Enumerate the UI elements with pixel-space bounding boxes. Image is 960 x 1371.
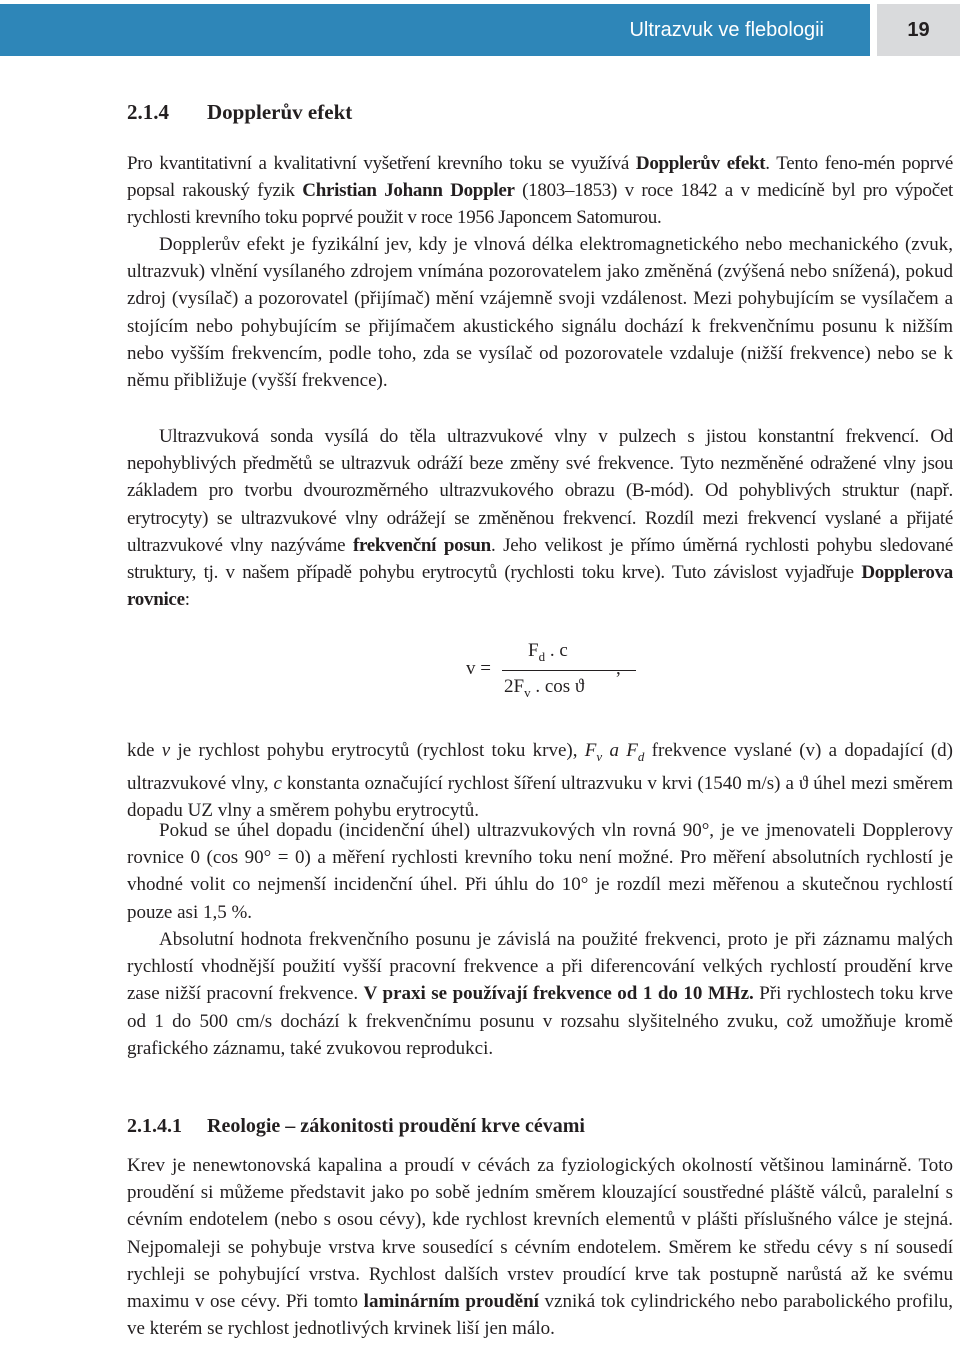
- equation-comma: ,: [616, 658, 621, 679]
- var-fv-sub: v: [596, 748, 603, 764]
- intro-text-1: Pro kvantitativní a kvalitativní vyšetření krevního toku se využívá: [127, 153, 636, 174]
- probe-bold-frequency-shift: frekvenční posun: [352, 534, 491, 556]
- section-heading: [127, 100, 352, 125]
- equation-numerator: [528, 640, 568, 665]
- paragraph-ultrasound-probe: [127, 423, 953, 613]
- page-number: 19: [877, 4, 960, 56]
- rheo-bold-laminar-flow: laminárním proudění: [363, 1291, 539, 1313]
- denominator-subscript: v: [524, 684, 531, 700]
- doppler-equation: [466, 636, 666, 716]
- var-v: v: [161, 740, 171, 761]
- equation-lhs: v =: [466, 658, 491, 679]
- probe-text-2: . Jeho velikost je přímo úměrná rychlosti pohybu sledované struktury, tj. v našem případě pohybu erytrocytů (rychlosti toku krve). Tuto závislost vyjadřuje: [127, 534, 953, 584]
- equation-denominator: [504, 676, 584, 701]
- var-text-3: frekvence vyslané (v) a dopadající (d) ultrazvukové vlny,: [127, 740, 953, 794]
- var-a: a: [602, 740, 627, 761]
- freq-text-1: Absolutní hodnota frekvenčního posunu je závislá na použité frekvenci, proto je při záznamu malých rychlostí vhodnější použití vyšší pracovní frekvence a při diferencování velkých rychlostí proudění krve zase nižší pracovní frekvence.: [127, 929, 953, 1005]
- var-text-2: je rychlost pohybu erytrocytů (rychlost toku krve),: [170, 740, 585, 761]
- intro-bold-doppler-effect: Dopplerův efekt: [635, 153, 766, 174]
- section-number: 2.1.4: [127, 100, 169, 124]
- probe-text-3: :: [184, 589, 190, 611]
- numerator-rest: . c: [549, 640, 568, 661]
- probe-text-1: Ultrazvuková sonda vysílá do těla ultrazvukové vlny v pulzech s jistou konstantní frekvencí. Od nepohyblivých předmětů se ultrazvuk odráží beze změny své frekvence. Tyto nezměněné odražené vlny jsou základem pro tvorbu dvourozměrného ultrazvukového obrazu (B-mód). Od pohyblivých struktur (např. erytrocyty) se ultrazvukové vlny odrážejí se změněnou frekvencí. Rozdíl mezi frekvencí vyslané a přijaté ultrazvukové vlny nazýváme: [127, 426, 953, 556]
- var-fv-symbol: F: [584, 740, 597, 761]
- paragraph-incidence-angle: Pokud se úhel dopadu (incidenční úhel) ultrazvukových vln rovná 90°, je ve jmenovateli Dopplerovy rovnice 0 (cos 90° = 0) a měření rychlosti krevního toku není možné. Pro měření absolutních rychlostí je vhodné volit co nejmenší incidenční úhel. Při úhlu do 10° je rozdíl mezi měřenou a skutečnou rychlostí pouze asi 1,5 %.: [127, 820, 953, 923]
- subsection-title: Reologie – zákonitosti proudění krve cévami: [207, 1115, 585, 1137]
- var-text-1: kde: [127, 740, 162, 761]
- rheo-text-2: vzniká tok cylindrického nebo parabolického profilu, ve kterém se rychlost jednotlivých krvinek liší jen málo.: [127, 1291, 953, 1340]
- numerator-symbol: F: [528, 640, 539, 661]
- paragraph-definition: Dopplerův efekt je fyzikální jev, kdy je vlnová délka elektromagnetického nebo mechanického (zvuk, ultrazvuk) vlnění vysílaného zdrojem vnímána pozorovatelem jako změněná (zvýšená nebo snížená), pokud zdroj (vysílač) a pozorovatel (přijímač) mění vzájemně svoji vzdálenost. Mezi pohybujícím se vysílačem a stojícím nebo pohybujícím se přijímačem akustického signálu dochází k frekvenčnímu posunu k nižším nebo vyšším frekvencím, podle toho, zda se vysílač od pozorovatele vzdaluje (nižší frekvence) nebo se k němu přibližuje (vyšší frekvence).: [127, 234, 953, 392]
- denominator-symbol: 2F: [504, 676, 525, 697]
- freq-text-2: Při rychlostech toku krve od 1 do 500 cm/s dochází k frekvenčnímu posunu v rozsahu slyšitelného zvuku, což umožňuje kromě grafického záznamu, také zvukovou reprodukci.: [127, 983, 954, 1059]
- var-fd-symbol: F: [626, 740, 638, 761]
- numerator-subscript: d: [538, 648, 546, 664]
- probe-bold-doppler-equation: Dopplerova rovnice: [127, 562, 953, 611]
- paragraph-frequency-choice: [127, 926, 953, 1062]
- denominator-rest: . cos ϑ: [535, 676, 585, 697]
- rheo-text-1: Krev je nenewtonovská kapalina a proudí v cévách za fyziologických okolností většinou laminárně. Toto proudění si můžeme představit jako po sobě jedním směrem klouzající soustředné pláště válců, paralelní s cévním endotelem (nebo s osou cévy), kde rychlost krevních elementů v plášti příslušného válce je stejná. Nejpomaleji se pohybuje vrstva krve sousedící s cévním endotelem. Směrem ke středu cévy s ní sousedí rychleji se pohybující vrstva. Rychlost dalších vrstev proudící krve tak postupně narůstá až ke svému maximu v ose cévy. Při tomto: [127, 1155, 953, 1313]
- var-c: c: [273, 773, 282, 794]
- var-fv: [584, 740, 645, 764]
- paragraph-rheology: [127, 1152, 953, 1342]
- paragraph-variables: [127, 737, 953, 824]
- paragraph-intro: [127, 150, 953, 232]
- freq-bold-practice: V praxi se používají frekvence od 1 do 10 MHz.: [363, 983, 754, 1005]
- var-text-4: konstanta označující rychlost šíření ultrazvuku v krvi (1540 m/s) a ϑ úhel mezi směrem dopadu UZ vlny a směrem pohybu erytrocytů.: [127, 773, 953, 822]
- var-fd-sub: d: [637, 748, 645, 764]
- subsection-heading: [127, 1115, 585, 1138]
- intro-text-2: . Tento feno-mén poprvé popsal rakouský fyzik: [127, 153, 953, 202]
- intro-bold-doppler-name: Christian Johann Doppler: [302, 180, 515, 202]
- intro-text-3: (1803–1853) v roce 1842 a v medicíně byl pro výpočet rychlosti krevního toku poprvé použit v roce 1956 Japoncem Satomurou.: [127, 180, 953, 229]
- section-title: Dopplerův efekt: [207, 100, 353, 124]
- subsection-number: 2.1.4.1: [127, 1115, 182, 1137]
- running-header-title: Ultrazvuk ve flebologii: [0, 4, 870, 56]
